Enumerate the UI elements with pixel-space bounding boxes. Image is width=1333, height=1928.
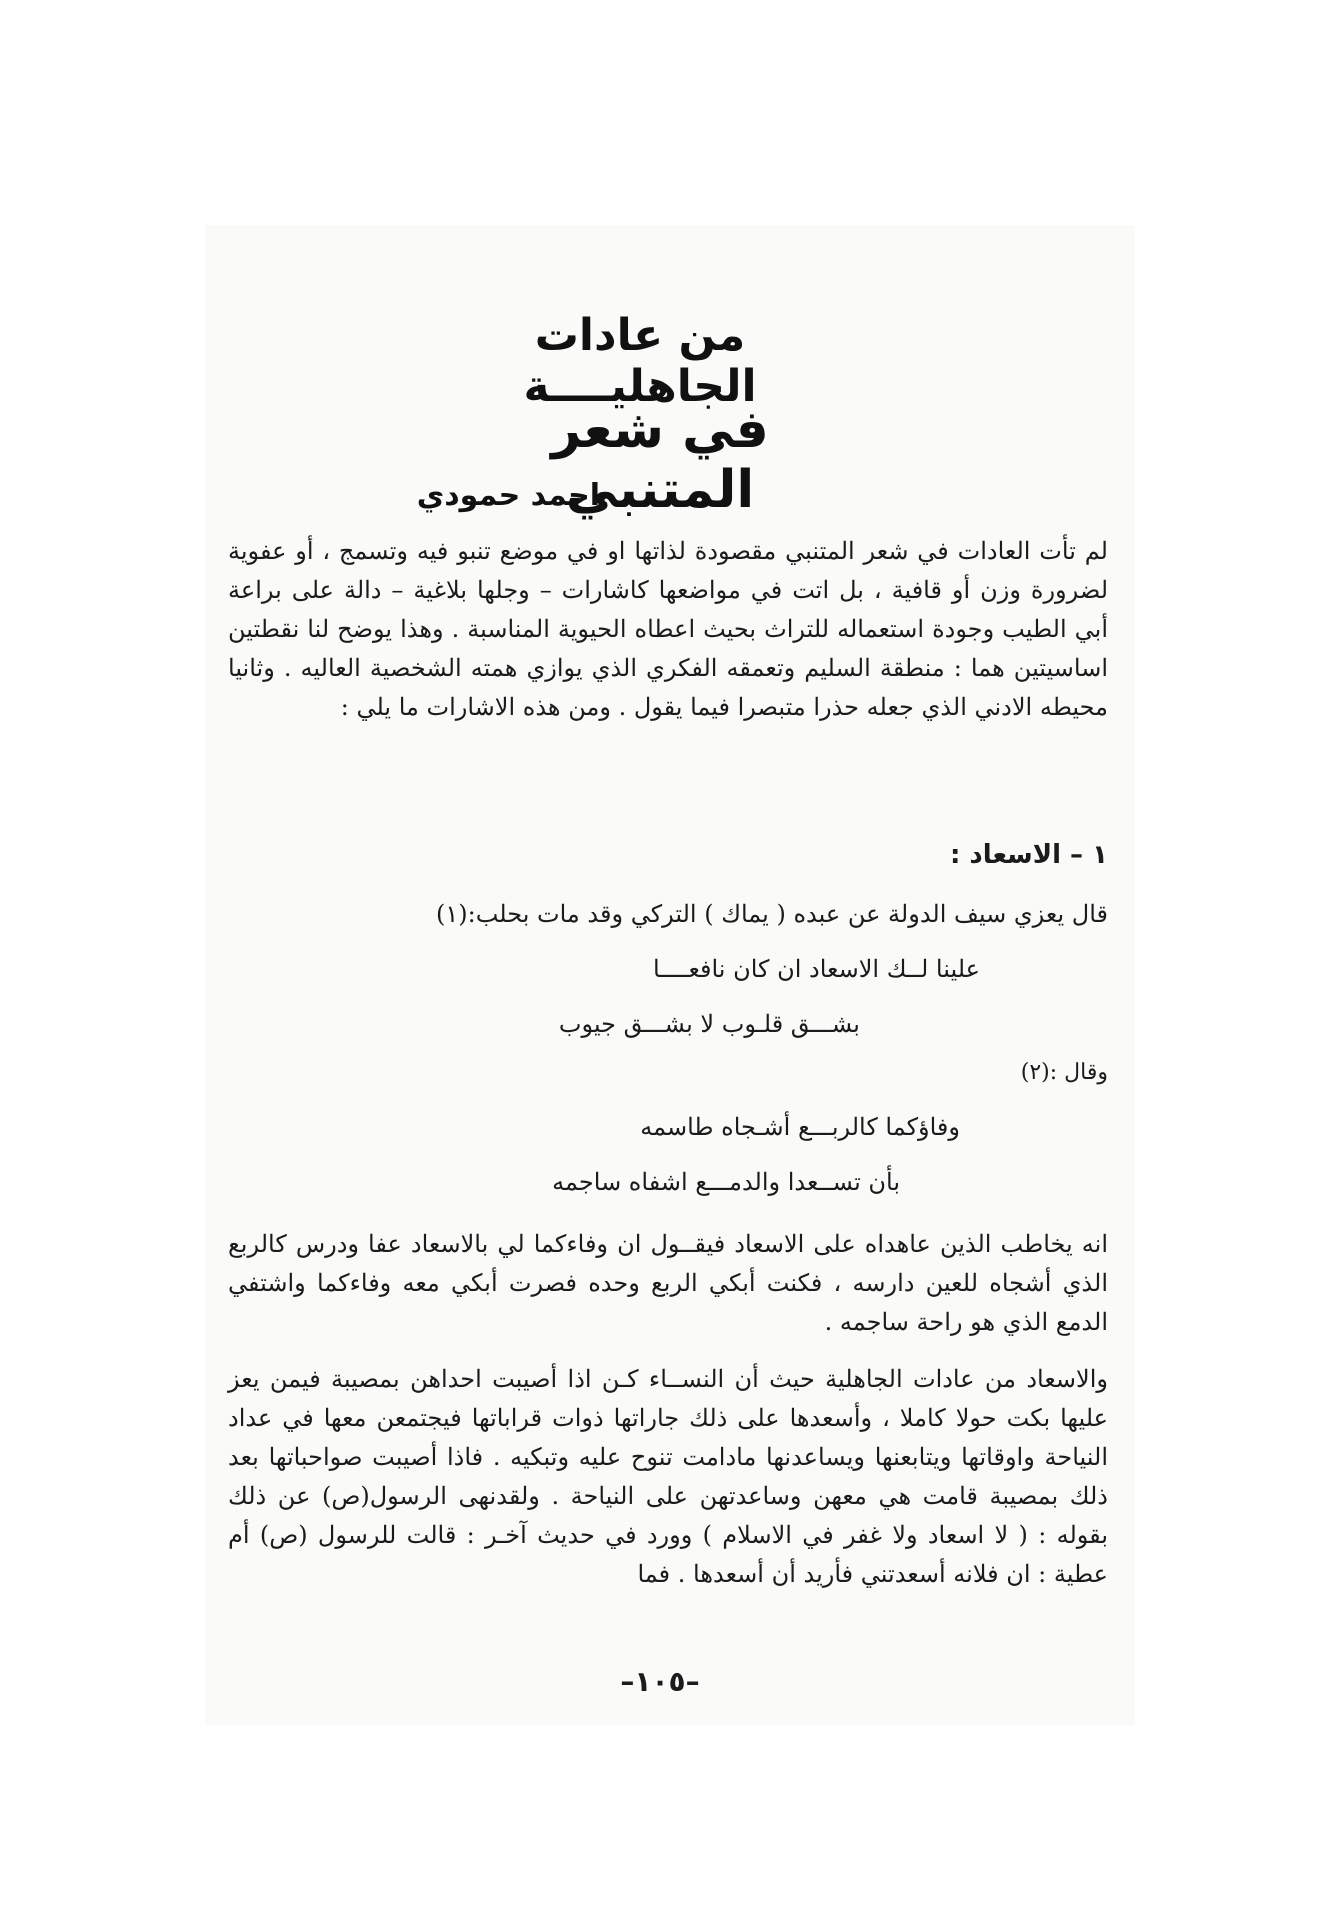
article-title: من عادات الجاهليــــة	[523, 310, 757, 412]
page-number: –١٠٥–	[620, 1665, 700, 1698]
body-paragraph: انه يخاطب الذين عاهداه على الاسعاد فيقــول ان وفاءكما لي بالاسعاد عفا ودرس كالربع الذي أشجاه للعين دارسه ، فكنت أبكي الربع وحده فصرت أبكي معه وفاءكما واشتفي الدمع الذي هو راحة ساجمه .	[228, 1230, 1108, 1336]
verse-line: بشـــق قلـوب لا بشـــق جيوب	[558, 1010, 860, 1038]
article-subtitle: في شعر المتنبي	[551, 400, 769, 520]
verse-line: علينا لــك الاسعاد ان كان نافعــــا	[653, 955, 980, 983]
body-paragraph: والاسعاد من عادات الجاهلية حيث أن النســاء كـن اذا أصيبت احداهن بمصيبة فيمن يعز عليها بكت حولا كاملا ، وأسعدها على ذلك جاراتها ذوات قراباتها فيجتمعن معها في عداد النياحة واوقاتها ويتابعنها ويساعدنها مادامت تنوح عليه وتبكيه . فاذا أصيبت صواحباتها بعد ذلك بمصيبة قامت هي معهن وساعدتهن على النياحة . ولقدنهى الرسول(ص) عن ذلك بقوله : ( لا اسعاد ولا غفر في الاسلام ) وورد في حديث آخـر : قالت للرسول (ص) أم عطية : ان فلانه أسعدتني فأريد أن أسعدها . فما	[228, 1365, 1108, 1588]
quote-intro: قال يعزي سيف الدولة عن عبده ( يماك ) التركي وقد مات بحلب:(١)	[435, 900, 1108, 928]
and-said-label: وقال :(٢)	[1020, 1060, 1108, 1085]
author-name: احمد حمودي	[416, 478, 600, 513]
section-heading: ١ – الاسعاد :	[949, 840, 1108, 870]
intro-paragraph: لم تأت العادات في شعر المتنبي مقصودة لذاتها او في موضع تنبو فيه وتسمج ، أو عفوية لضرورة وزن أو قافية ، بل اتت في مواضعها كاشارات – وجلها بلاغية – دالة على براعة أبي الطيب وجودة استعماله للتراث بحيث اعطاه الحيوية المناسبة . وهذا يوضح لنا نقطتين اساسيتين هما : منطقة السليم وتعمقه الفكري الذي يوازي همته الشخصية العاليه . وثانيا محيطه الادني الذي جعله حذرا متبصرا فيما يقول . ومن هذه الاشارات ما يلي :	[228, 537, 1109, 721]
verse-line: وفاؤكما كالربـــع أشـجاه طاسمه	[640, 1113, 960, 1141]
verse-line: بأن تســعدا والدمـــع اشفاه ساجمه	[552, 1168, 900, 1196]
